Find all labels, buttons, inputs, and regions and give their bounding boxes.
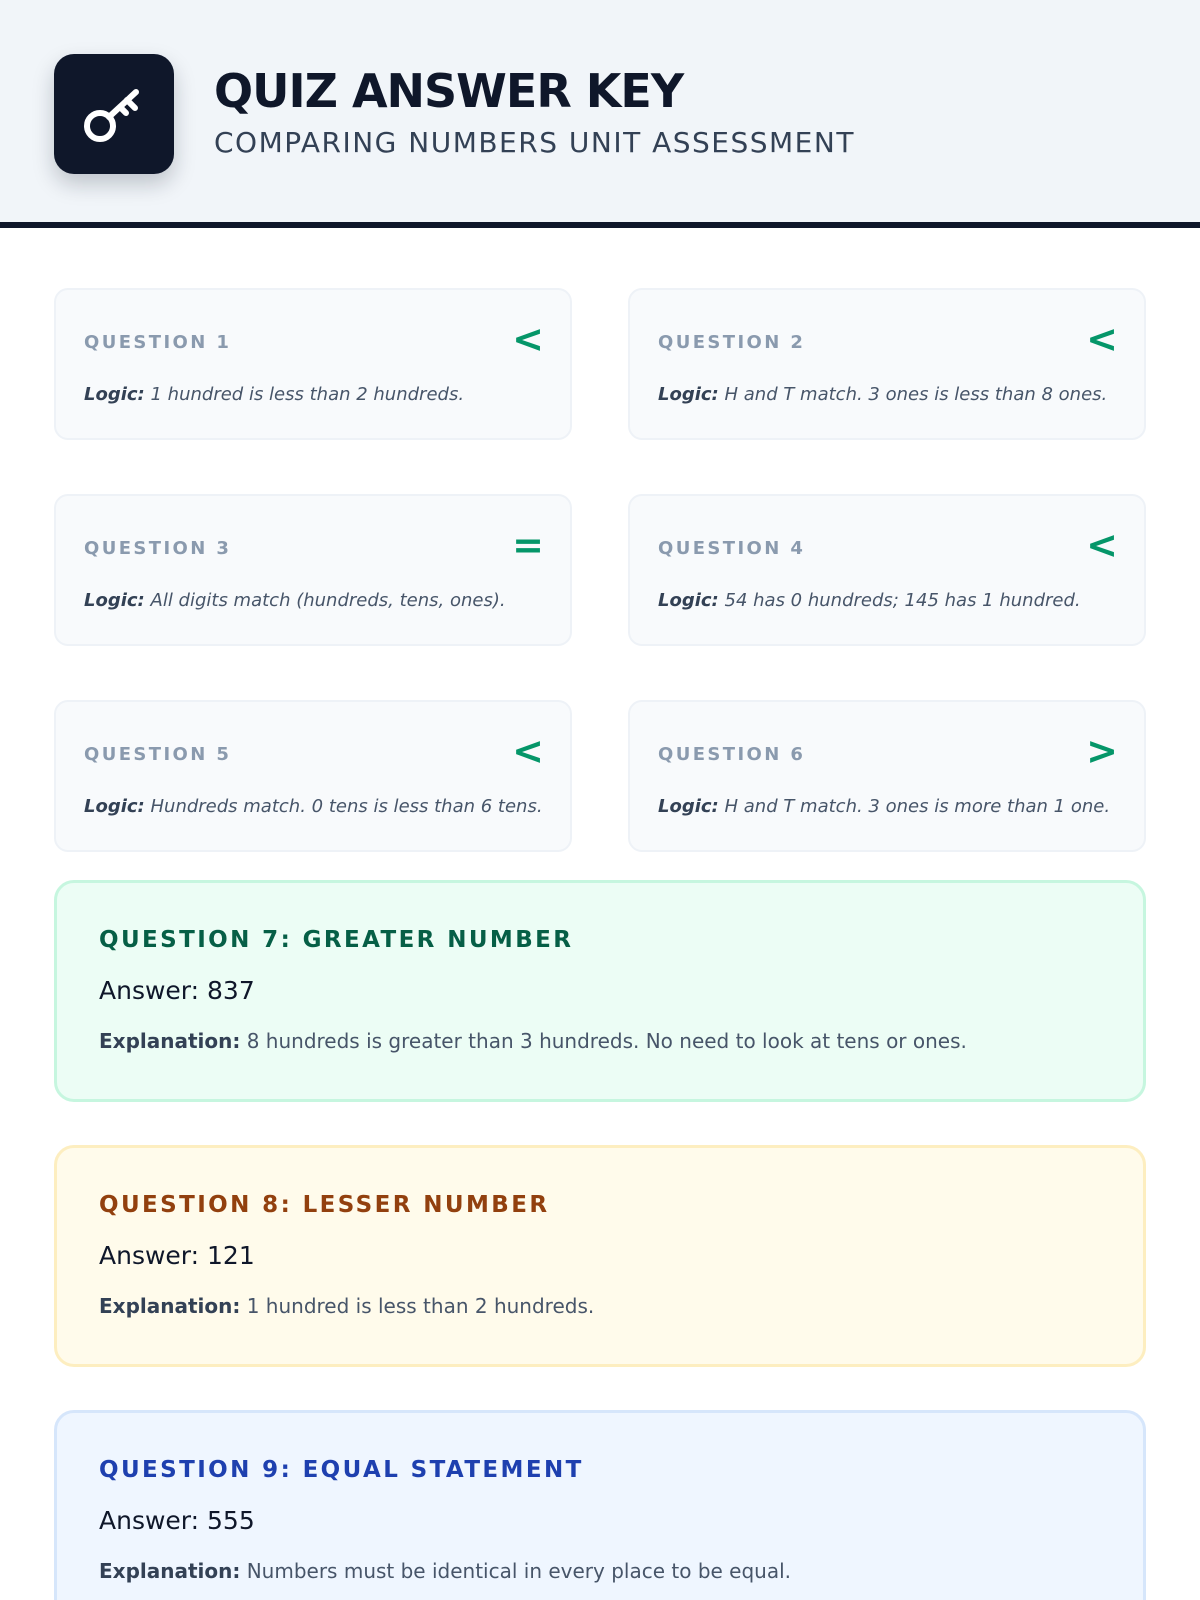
question-label: QUESTION 1	[84, 332, 232, 353]
answer-symbol: <	[512, 729, 544, 773]
question-logic	[658, 384, 1124, 406]
logo	[54, 54, 174, 174]
card-title: QUESTION 8: LESSER NUMBER	[99, 1192, 550, 1218]
logic-text: 54 has 0 hundreds; 145 has 1 hundred.	[724, 590, 1081, 611]
answer-symbol: =	[512, 523, 544, 567]
explanation-label: Explanation:	[99, 1294, 241, 1318]
question-logic	[658, 796, 1124, 818]
logic-text: Hundreds match. 0 tens is less than 6 tens.	[150, 796, 543, 817]
logic-text: 1 hundred is less than 2 hundreds.	[150, 384, 465, 405]
card-title: QUESTION 7: GREATER NUMBER	[99, 927, 574, 953]
question-card	[54, 700, 572, 852]
question-card	[628, 700, 1146, 852]
page-header	[0, 0, 1200, 228]
logic-label: Logic:	[84, 796, 145, 817]
question-card	[628, 288, 1146, 440]
question-card	[54, 288, 572, 440]
question-label: QUESTION 6	[658, 744, 806, 765]
card-answer: Answer: 121	[99, 1241, 255, 1270]
equal-statement-card	[54, 1410, 1146, 1600]
explanation-label: Explanation:	[99, 1029, 241, 1053]
question-card	[54, 494, 572, 646]
logic-text: H and T match. 3 ones is more than 1 one.	[724, 796, 1111, 817]
logic-label: Logic:	[658, 590, 719, 611]
question-label: QUESTION 3	[84, 538, 232, 559]
card-title: QUESTION 9: EQUAL STATEMENT	[99, 1457, 584, 1483]
question-label: QUESTION 2	[658, 332, 806, 353]
answer-symbol: <	[1086, 317, 1118, 361]
question-card	[628, 494, 1146, 646]
card-answer: Answer: 837	[99, 976, 255, 1005]
question-logic	[84, 590, 550, 612]
explanation-text: Numbers must be identical in every place to be equal.	[246, 1559, 792, 1583]
question-label: QUESTION 5	[84, 744, 232, 765]
explanation-label: Explanation:	[99, 1559, 241, 1583]
card-explanation	[99, 1292, 594, 1320]
logic-label: Logic:	[84, 384, 145, 405]
answer-symbol: <	[512, 317, 544, 361]
lesser-number-card	[54, 1145, 1146, 1367]
card-answer: Answer: 555	[99, 1506, 255, 1535]
logic-label: Logic:	[658, 384, 719, 405]
logic-text: All digits match (hundreds, tens, ones).	[150, 590, 506, 611]
card-explanation	[99, 1027, 967, 1055]
logic-label: Logic:	[658, 796, 719, 817]
page-subtitle: COMPARING NUMBERS UNIT ASSESSMENT	[214, 126, 855, 159]
logic-text: H and T match. 3 ones is less than 8 ones.	[724, 384, 1108, 405]
answer-symbol: >	[1086, 729, 1118, 773]
page-title: QUIZ ANSWER KEY	[214, 64, 684, 118]
explanation-text: 1 hundred is less than 2 hundreds.	[246, 1294, 595, 1318]
question-logic	[84, 384, 550, 406]
question-label: QUESTION 4	[658, 538, 806, 559]
logic-label: Logic:	[84, 590, 145, 611]
question-logic	[658, 590, 1124, 612]
key-icon	[80, 80, 148, 148]
explanation-text: 8 hundreds is greater than 3 hundreds. No need to look at tens or ones.	[246, 1029, 967, 1053]
greater-number-card	[54, 880, 1146, 1102]
card-explanation	[99, 1557, 791, 1585]
answer-symbol: <	[1086, 523, 1118, 567]
question-logic	[84, 796, 550, 818]
